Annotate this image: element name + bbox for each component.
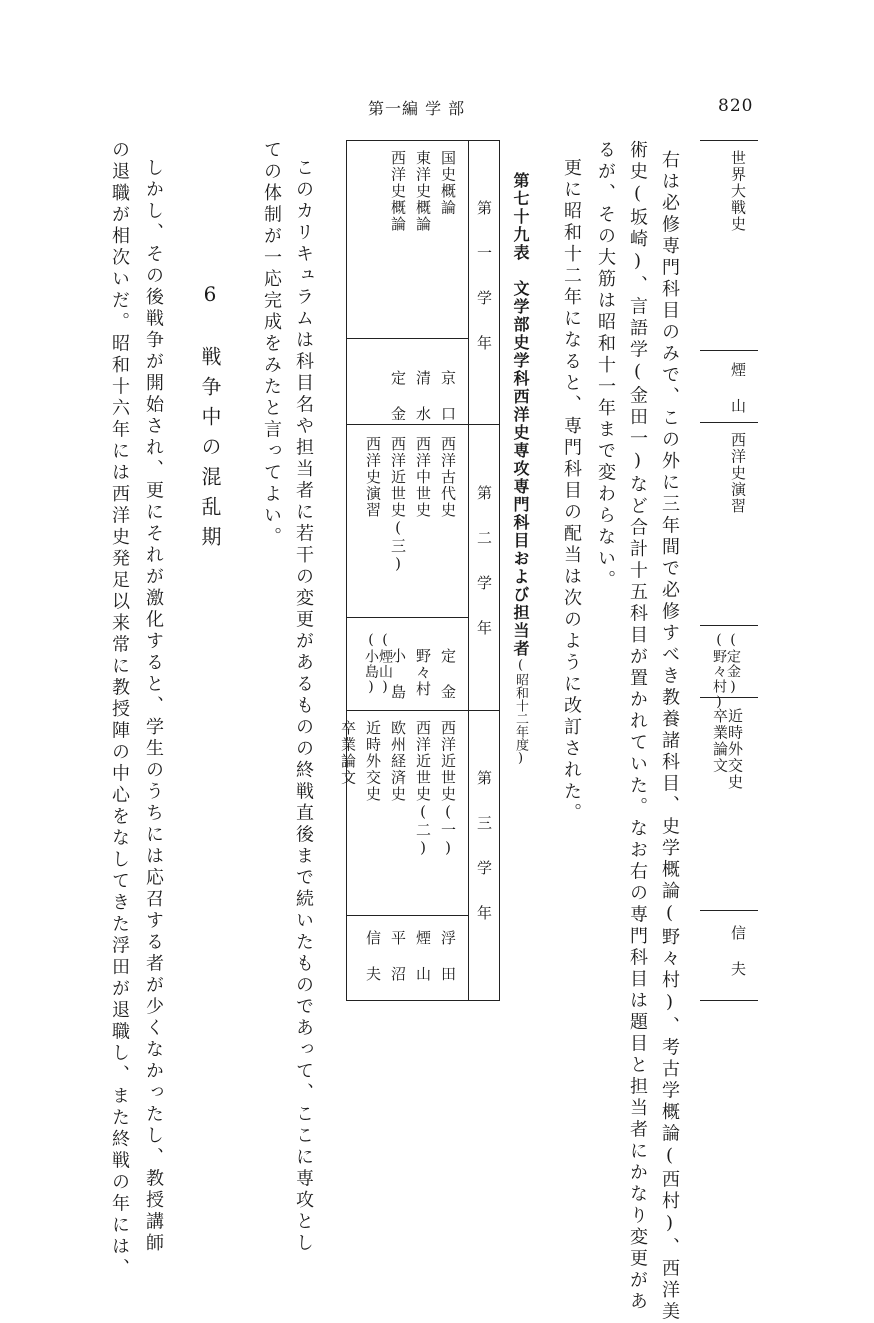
paragraph-3-line-1: このカリキュラムは科目名や担当者に若干の変更があるものの終戦直後まで続いたものであって、ここに専攻とし [293,158,314,1255]
paragraph-3-line-2: ての体制が一応完成をみたと言ってよい。 [261,140,282,549]
top-table-teacher-1: 煙 山 [729,362,747,415]
y3-teacher-1: 浮 田 [439,930,457,983]
y3-subject-4: 近時外交史 [364,720,382,803]
paragraph-4-line-2: の退職が相次いだ。昭和十六年には西洋史発足以来常に教授陣の中心をなしてきた浮田が退職し、また終戦の年には、 [109,140,130,1280]
paragraph-4-line-1: しかし、その後戦争が開始され、更にそれが激化すると、学生のうちには応召する者が少くなかったし、教授講師 [143,158,164,1255]
page-number: 820 [718,96,754,116]
y1-teacher-2: 清 水 [414,370,432,423]
y1-teacher-1: 京 口 [439,370,457,423]
top-table-subject-1: 世界大戦史 [729,150,747,233]
y3-subject-3: 欧州経済史 [389,720,407,803]
top-table-subject-3: 近時外交史 卒業論文 [711,708,744,791]
y2-teacher-4: (煙山)(小島) [363,632,393,696]
y2-teacher-1: 定 金 [439,648,457,701]
y2-subject-2: 西洋中世史 [414,436,432,519]
y3-teacher-2: 煙 山 [414,930,432,983]
section-title: 6 戦争中の混乱期 [198,282,222,556]
y2-teacher-3: 小 島 [389,648,407,701]
y3-teacher-3: 平 沼 [389,930,407,983]
y2-subject-4: 西洋史演習 [364,436,382,519]
y3-subject-1: 西洋近世史(一) [439,720,457,858]
year-3-header: 第 三 学 年 [475,770,493,926]
year-1-header: 第 一 学 年 [475,200,493,356]
y1-teacher-3: 定 金 [389,370,407,423]
y2-teacher-2: 野々村 [414,648,432,698]
top-table-subject-2: 西洋史演習 [729,432,747,515]
paragraph-2: 更に昭和十二年になると、専門科目の配当は次のように改訂された。 [561,158,582,825]
y1-subject-2: 東洋史概論 [414,150,432,233]
top-table-teacher-2: (定金) (野々村) [711,632,741,711]
top-table-teacher-3: 信 夫 [729,925,747,978]
table-caption: 第七十九表 文学部史学科西洋史専攻専門科目および担当者(昭和十二年度) [511,172,530,766]
y3-subject-2: 西洋近世史(二) [414,720,432,858]
y1-subject-3: 西洋史概論 [389,150,407,233]
y3-subject-5: 卒業論文 [339,720,357,786]
y2-subject-3: 西洋近世史(三) [389,436,407,574]
y1-subject-1: 国史概論 [439,150,457,216]
year-2-header: 第 二 学 年 [475,485,493,641]
y3-teacher-4: 信 夫 [364,930,382,983]
paragraph-1-line-3: るが、その大筋は昭和十一年まで変わらない。 [595,140,616,592]
paragraph-1-line-1: 右は必修専門科目のみで、この外に三年間で必修すべき教養諸科目、史学概論(野々村)、考古学概論(西村)、西洋美 [659,150,680,1323]
y2-subject-1: 西洋古代史 [439,436,457,519]
paragraph-1-line-2: 術史(坂崎)、言語学(金田一)など合計十五科目が置かれていた。なお右の専門科目は題目と担当者にかなり変更があ [627,140,648,1313]
running-title: 第一編 学 部 [368,99,466,118]
